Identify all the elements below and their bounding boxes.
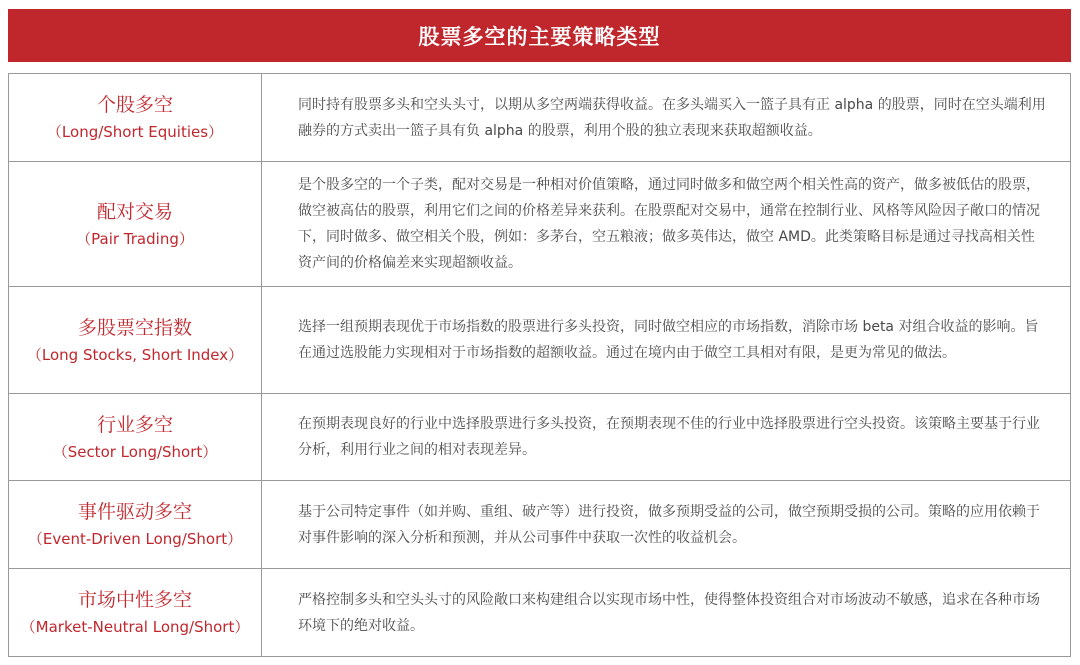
strategy-name-cell xyxy=(9,287,262,393)
table-title xyxy=(8,9,1071,62)
strategy-name-cell xyxy=(9,481,262,568)
strategy-name-en: （Pair Trading） xyxy=(76,229,194,248)
strategy-description: 同时持有股票多头和空头头寸，以期从多空两端获得收益。在多头端买入一篮子具有正 alpha 的股票，同时在空头端利用融券的方式卖出一篮子具有负 alpha 的股票，利用个股的独立表现来获取超额收益。 xyxy=(298,96,1046,139)
strategy-description-cell xyxy=(262,74,1070,161)
strategy-name-zh: 多股票空指数 xyxy=(77,316,192,339)
strategy-description: 基于公司特定事件（如并购、重组、破产等）进行投资，做多预期受益的公司，做空预期受损的公司。策略的应用依赖于对事件影响的深入分析和预测，并从公司事件中获取一次性的收益机会。 xyxy=(298,503,1040,546)
strategy-description: 是个股多空的一个子类，配对交易是一种相对价值策略，通过同时做多和做空两个相关性高的资产，做多被低估的股票，做空被高估的股票，利用它们之间的价格差异来获利。在股票配对交易中，通常在控制行业、风格等风险因子敞口的情况下，同时做多、做空相关个股，例如：多茅台，空五粮液；做多英伟达，做空 AMD。此类策略目标是通过寻找高相关性资产间的价格偏差来实现超额收益。 xyxy=(298,177,1040,271)
strategy-name-cell xyxy=(9,162,262,286)
table-row xyxy=(8,287,1071,394)
strategy-description: 在预期表现良好的行业中选择股票进行多头投资，在预期表现不佳的行业中选择股票进行空头投资。该策略主要基于行业分析，利用行业之间的相对表现差异。 xyxy=(298,416,1040,458)
strategy-name-en: （Long Stocks, Short Index） xyxy=(26,345,244,364)
strategy-name-en: （Market-Neutral Long/Short） xyxy=(20,618,250,636)
strategy-name-cell xyxy=(9,569,262,656)
strategy-description-cell xyxy=(262,162,1070,286)
table-row xyxy=(8,74,1071,162)
strategy-name-en: （Long/Short Equities） xyxy=(46,123,224,141)
strategy-name-en: （Event-Driven Long/Short） xyxy=(27,530,243,548)
strategy-name-en: （Sector Long/Short） xyxy=(52,442,218,461)
strategy-name-zh: 配对交易 xyxy=(96,200,173,223)
strategy-description-cell xyxy=(262,287,1070,393)
strategy-description-cell xyxy=(262,569,1070,656)
strategy-name-cell xyxy=(9,74,262,161)
strategy-name-cell xyxy=(9,394,262,480)
table-title-text: 股票多空的主要策略类型 xyxy=(418,24,661,49)
strategy-description: 选择一组预期表现优于市场指数的股票进行多头投资，同时做空相应的市场指数，消除市场 beta 对组合收益的影响。旨在通过选股能力实现相对于市场指数的超额收益。通过在境内由于做空工具相对有限，是更为常见的做法。 xyxy=(298,319,1039,361)
table-row xyxy=(8,394,1071,481)
strategy-description: 严格控制多头和空头头寸的风险敞口来构建组合以实现市场中性，使得整体投资组合对市场波动不敏感，追求在各种市场环境下的绝对收益。 xyxy=(298,591,1040,634)
strategy-table xyxy=(8,73,1071,657)
table-row xyxy=(8,481,1071,569)
strategy-name-zh: 个股多空 xyxy=(96,94,173,116)
strategy-name-zh: 事件驱动多空 xyxy=(77,501,192,523)
strategy-description-cell xyxy=(262,481,1070,568)
strategy-name-zh: 市场中性多空 xyxy=(77,589,192,611)
strategy-description-cell xyxy=(262,394,1070,480)
strategy-name-zh: 行业多空 xyxy=(96,413,173,436)
table-row xyxy=(8,162,1071,287)
table-row xyxy=(8,569,1071,657)
